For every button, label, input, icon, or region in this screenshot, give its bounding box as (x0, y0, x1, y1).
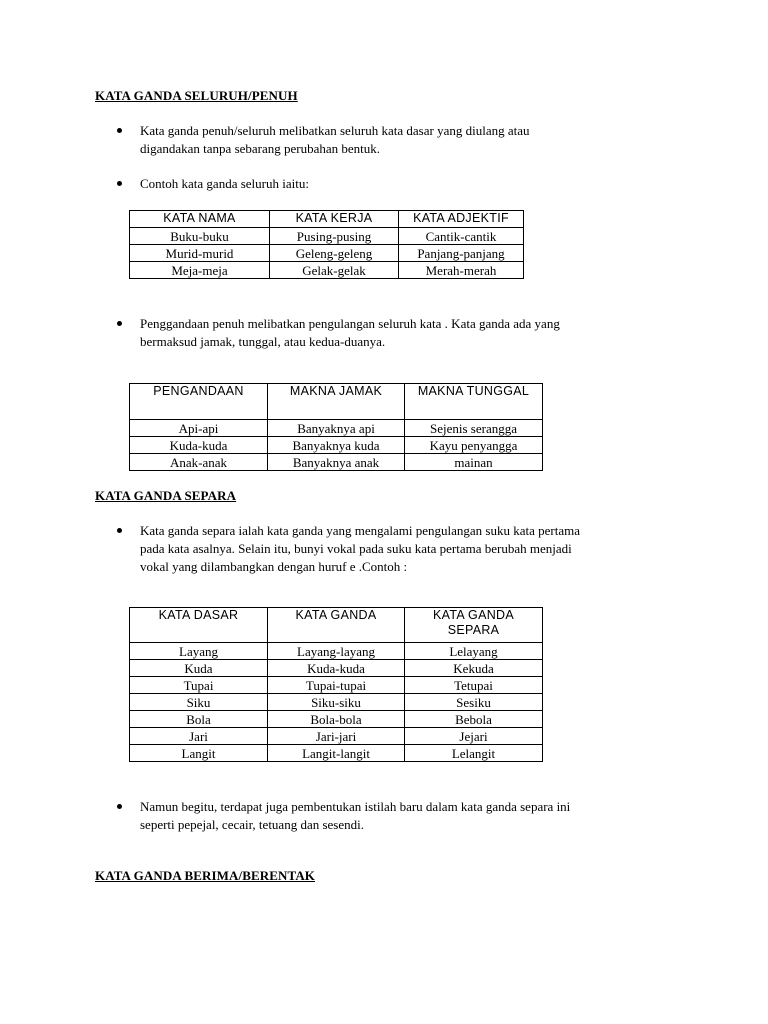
table-row (130, 228, 524, 245)
table-cell: Tetupai (405, 677, 543, 694)
table-cell: Api-api (130, 420, 268, 437)
table-cell: Banyaknya anak (268, 454, 405, 471)
table-cell: Kuda-kuda (268, 660, 405, 677)
table-cell: Cantik-cantik (399, 228, 524, 245)
bullet-text: Penggandaan penuh melibatkan pengulangan seluruh kata . Kata ganda ada yang bermaksud jamak, tunggal, atau kedua-duanya. (140, 316, 560, 349)
table-row (130, 728, 543, 745)
table-cell: Sesiku (405, 694, 543, 711)
table-row (130, 660, 543, 677)
bullet-text: Contoh kata ganda seluruh iaitu: (140, 176, 309, 191)
table-cell: Kuda-kuda (130, 437, 268, 454)
table-row (130, 643, 543, 660)
bullet-item (115, 315, 560, 351)
table-cell: Lelayang (405, 643, 543, 660)
table-cell: Bola-bola (268, 711, 405, 728)
table-header-cell: KATA ADJEKTIF (399, 211, 524, 228)
table-cell: Tupai-tupai (268, 677, 405, 694)
table-row (130, 711, 543, 728)
table-kata-ganda-seluruh (129, 210, 524, 279)
table-header-cell: PENGANDAAN (130, 384, 268, 420)
table-cell: Langit-langit (268, 745, 405, 762)
table-kata-ganda-separa (129, 607, 543, 762)
table-row (130, 262, 524, 279)
table-row (130, 245, 524, 262)
table-header-cell: MAKNA JAMAK (268, 384, 405, 420)
table-cell: Sejenis serangga (405, 420, 543, 437)
table-cell: Merah-merah (399, 262, 524, 279)
table-cell: Tupai (130, 677, 268, 694)
bullet-item (115, 798, 570, 834)
section-heading-kata-ganda-berima: KATA GANDA BERIMA/BERENTAK (95, 868, 316, 883)
table-makna-pengandaan (129, 383, 543, 471)
table-cell: Buku-buku (130, 228, 270, 245)
bullet-text: Kata ganda separa ialah kata ganda yang mengalami pengulangan suku kata pertama pada kata asalnya. Selain itu, bunyi vokal pada suku kata pertama berubah menjadi vokal yang dilambangkan dengan huruf e .Contoh : (140, 523, 581, 574)
table-header-cell: KATA KERJA (270, 211, 399, 228)
table-cell: Bola (130, 711, 268, 728)
bullet-item (115, 522, 580, 576)
table-cell: Anak-anak (130, 454, 268, 471)
table-cell: Langit (130, 745, 268, 762)
table-row (130, 677, 543, 694)
table-cell: Meja-meja (130, 262, 270, 279)
table-cell: Banyaknya api (268, 420, 405, 437)
table-row (130, 745, 543, 762)
table-cell: mainan (405, 454, 543, 471)
table-row (130, 437, 543, 454)
table-header-cell: MAKNA TUNGGAL (405, 384, 543, 420)
table-cell: Bebola (405, 711, 543, 728)
table-cell: Jari (130, 728, 268, 745)
bullet-item (115, 175, 309, 193)
table-cell: Gelak-gelak (270, 262, 399, 279)
table-header-cell: KATA GANDA (268, 608, 405, 643)
table-cell: Siku-siku (268, 694, 405, 711)
table-cell: Banyaknya kuda (268, 437, 405, 454)
table-cell: Pusing-pusing (270, 228, 399, 245)
table-cell: Panjang-panjang (399, 245, 524, 262)
table-header-cell: KATA GANDA SEPARA (405, 608, 543, 643)
table-cell: Jejari (405, 728, 543, 745)
table-cell: Layang-layang (268, 643, 405, 660)
table-row (130, 454, 543, 471)
table-cell: Murid-murid (130, 245, 270, 262)
table-cell: Jari-jari (268, 728, 405, 745)
table-header-cell: KATA DASAR (130, 608, 268, 643)
bullet-item (115, 122, 530, 158)
section-heading-kata-ganda-seluruh: KATA GANDA SELURUH/PENUH (95, 88, 298, 103)
table-header-cell: KATA NAMA (130, 211, 270, 228)
table-row (130, 694, 543, 711)
section-heading-kata-ganda-separa: KATA GANDA SEPARA (95, 488, 237, 503)
table-cell: Layang (130, 643, 268, 660)
table-cell: Kuda (130, 660, 268, 677)
bullet-text: Namun begitu, terdapat juga pembentukan istilah baru dalam kata ganda separa ini seperti pepejal, cecair, tetuang dan sesendi. (140, 799, 571, 832)
table-cell: Siku (130, 694, 268, 711)
table-cell: Geleng-geleng (270, 245, 399, 262)
table-cell: Kayu penyangga (405, 437, 543, 454)
table-cell: Kekuda (405, 660, 543, 677)
table-cell: Lelangit (405, 745, 543, 762)
bullet-text: Kata ganda penuh/seluruh melibatkan seluruh kata dasar yang diulang atau digandakan tanpa sebarang perubahan bentuk. (140, 123, 530, 156)
table-row (130, 420, 543, 437)
